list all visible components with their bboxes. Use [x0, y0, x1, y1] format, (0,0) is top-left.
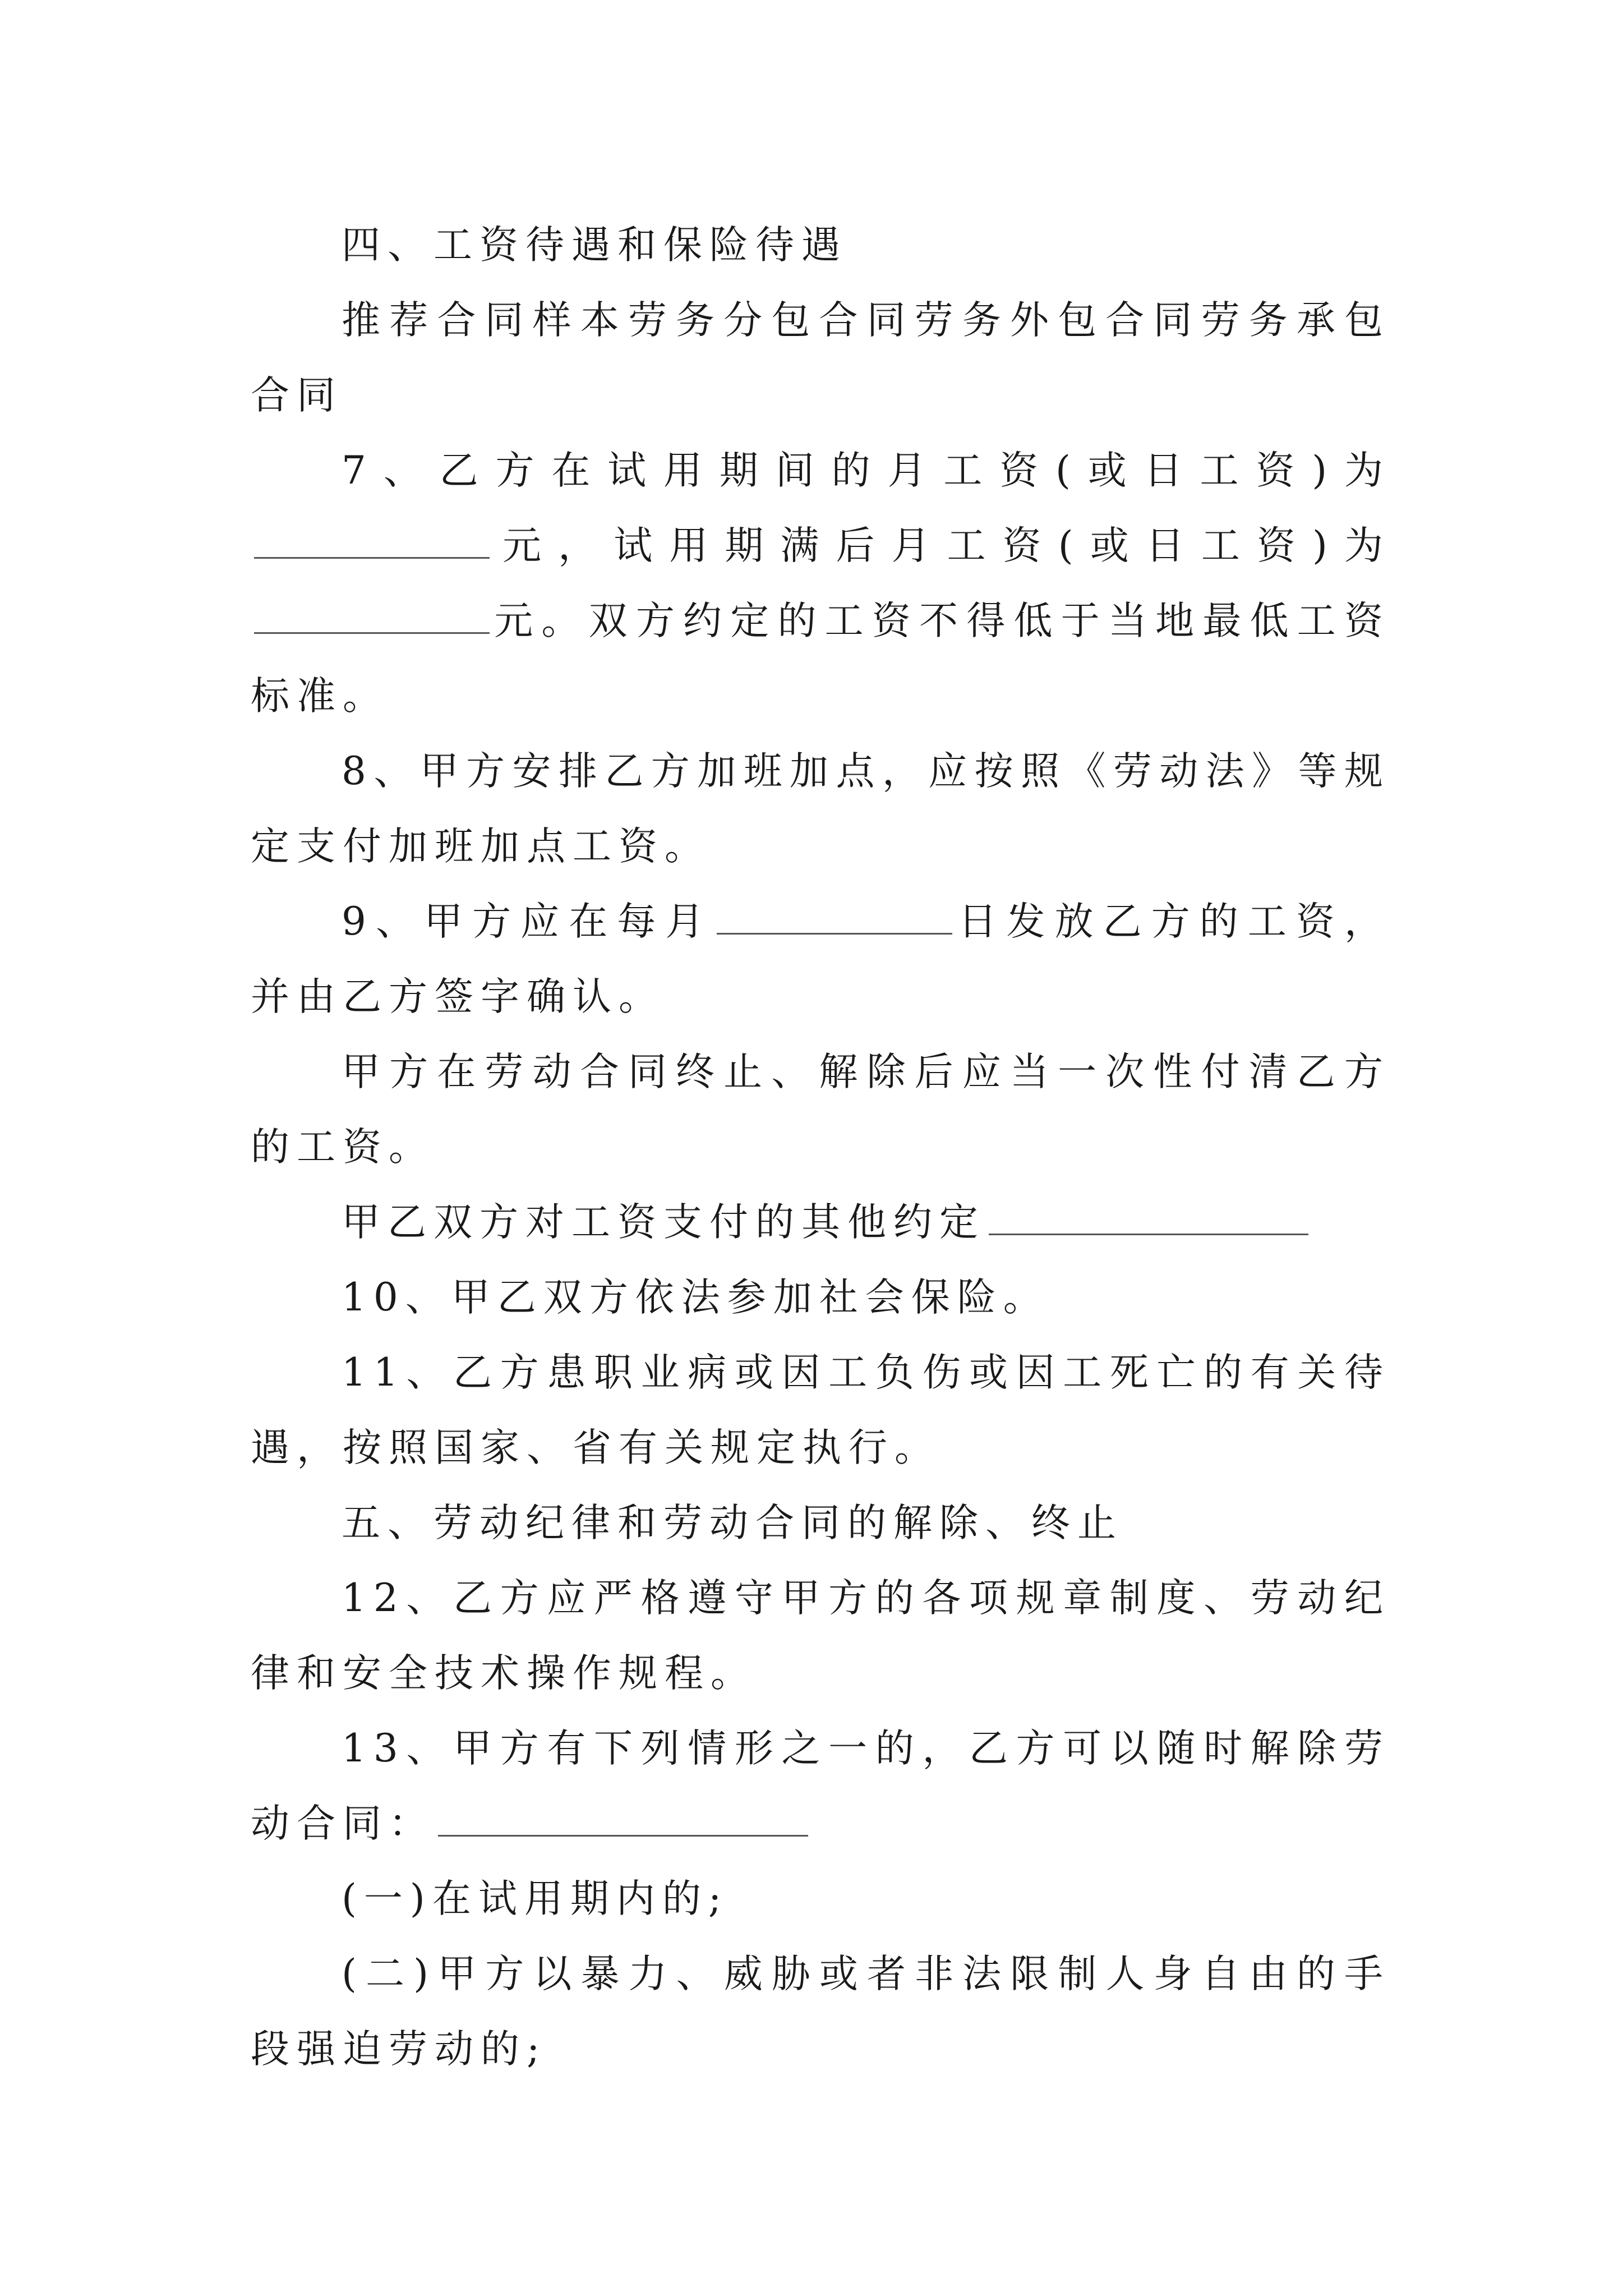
section-heading-discipline-text: 五、劳动纪律和劳动合同的解除、终止: [342, 1501, 1123, 1545]
clause-13-text: 13、甲方有下列情形之一的，乙方可以随时解除劳动合同：: [251, 1726, 1390, 1846]
clause-12: [251, 1561, 1390, 1711]
final-wage-settlement-text: 甲方在劳动合同终止、解除后应当一次性付清乙方的工资。: [251, 1050, 1390, 1170]
clause-9: [251, 884, 1390, 1034]
clause-9-part-b: 日发放乙方的工资，并由乙方签字确认。: [251, 899, 1391, 1019]
clause-9-part-a: 9、甲方应在每月: [342, 899, 714, 944]
final-wage-settlement: [251, 1034, 1390, 1185]
clause-13-item-1: [251, 1861, 1390, 1936]
section-heading-wages: [251, 208, 1390, 283]
section-heading-wages-text: 四、工资待遇和保险待遇: [342, 223, 847, 268]
clause-7: [251, 433, 1390, 734]
clause-7-part-c: 元。双方约定的工资不得低于当地最低工资标准。: [251, 599, 1390, 719]
regular-wage-blank: [254, 597, 490, 634]
clause-13-item-2: [251, 1936, 1390, 2087]
clause-11-text: 11、乙方患职业病或因工负伤或因工死亡的有关待遇，按照国家、省有关规定执行。: [251, 1350, 1390, 1470]
clause-12-text: 12、乙方应严格遵守甲方的各项规章制度、劳动纪律和安全技术操作规程。: [251, 1576, 1390, 1696]
other-wage-agreement: [251, 1185, 1390, 1260]
clause-10: [251, 1260, 1390, 1335]
clause-13-blank: [438, 1800, 808, 1837]
clause-7-part-b: 元，试用期满后月工资(或日工资)为: [493, 523, 1390, 568]
other-wage-agreement-text: 甲乙双方对工资支付的其他约定: [342, 1200, 985, 1245]
clause-13-item-1-text: (一)在试用期内的;: [342, 1876, 729, 1921]
recommended-contracts-text: 推荐合同样本劳务分包合同劳务外包合同劳务承包合同: [251, 298, 1390, 418]
clause-10-text: 10、甲乙双方依法参加社会保险。: [342, 1275, 1049, 1320]
clause-13-item-2-text: (二)甲方以暴力、威胁或者非法限制人身自由的手段强迫劳动的;: [251, 1952, 1390, 2072]
section-heading-discipline: [251, 1485, 1390, 1561]
clause-11: [251, 1335, 1390, 1485]
clause-8: [251, 734, 1390, 884]
payday-blank: [717, 898, 952, 935]
clause-13: [251, 1711, 1390, 1861]
clause-7-part-a: 7、乙方在试用期间的月工资(或日工资)为: [342, 448, 1390, 493]
document-body: [251, 208, 1390, 2087]
other-agreement-blank: [989, 1199, 1308, 1235]
probation-wage-blank: [254, 522, 490, 559]
clause-8-text: 8、甲方安排乙方加班加点，应按照《劳动法》等规定支付加班加点工资。: [251, 749, 1390, 869]
recommended-contracts-line: [251, 283, 1390, 433]
